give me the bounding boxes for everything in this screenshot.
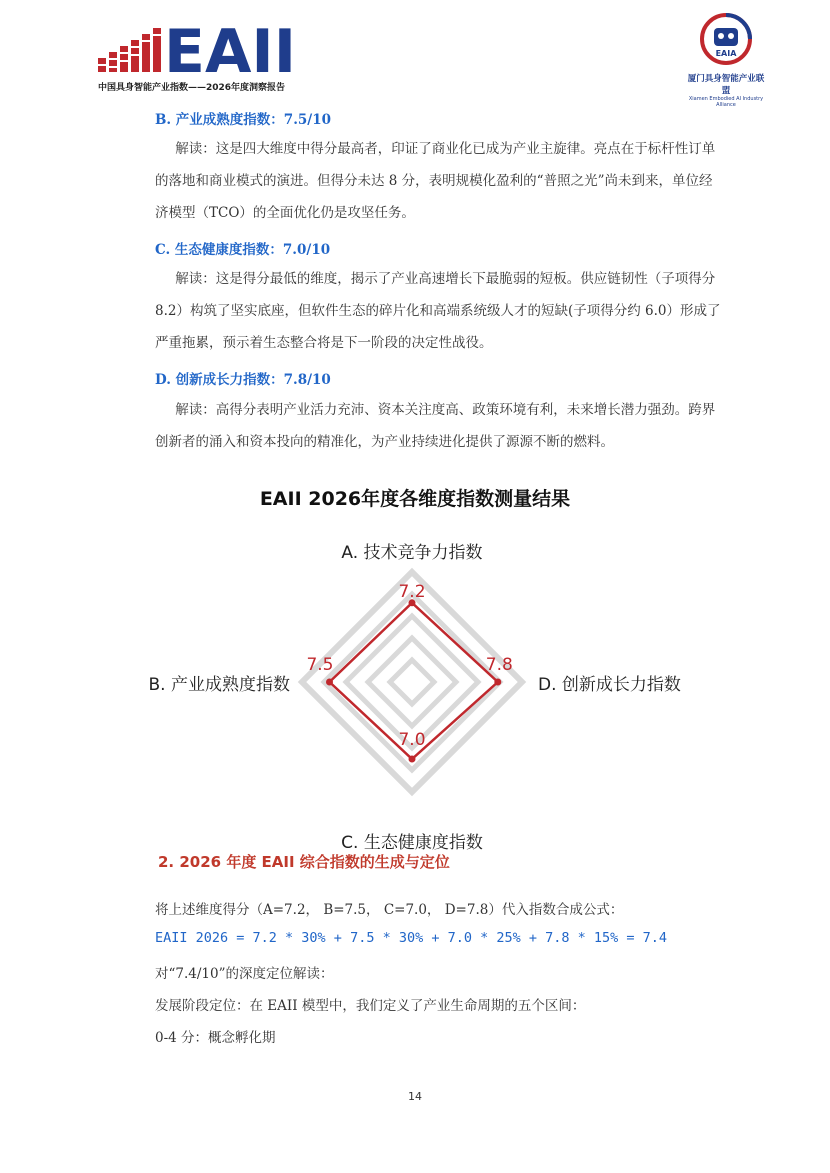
paragraph-d <box>155 394 723 458</box>
paragraph-c <box>155 263 723 359</box>
radar-grid-ring <box>368 638 456 726</box>
radar-grid-ring <box>390 660 434 704</box>
paragraph-d-text: 解读：高得分表明产业活力充沛、资本关注度高、政策环境有利，未来增长潜力强劲。跨界创新者的涌入和资本投向的精准化，为产业持续进化提供了源源不断的燃料。 <box>155 402 716 450</box>
heading-b: B. 产业成熟度指数：7.5/10 <box>155 112 332 128</box>
formula: EAII 2026 = 7.2 * 30% + 7.5 * 30% + 7.0 * 25% + 7.8 * 15% = 7.4 <box>155 930 668 946</box>
paragraph-b-text: 解读：这是四大维度中得分最高者，印证了商业化已成为产业主旋律。亮点在于标杆性订单的落地和商业模式的演进。但得分未达 8 分，表明规模化盈利的“普照之光”尚未到来，单位经济模型（TCO）的全面优化仍是攻坚任务。 <box>155 141 716 221</box>
radar-point <box>409 756 416 763</box>
radar-axis-label: C. 生态健康度指数 <box>341 833 483 853</box>
stage-0-4: 0-4 分：概念孵化期 <box>155 1030 276 1046</box>
radar-axis-label: D. 创新成长力指数 <box>538 675 681 695</box>
stage-definition: 发展阶段定位：在 EAII 模型中，我们定义了产业生命周期的五个区间： <box>155 998 586 1014</box>
header-subtitle: 中国具身智能产业指数——2026年度洞察报告 <box>98 83 286 93</box>
eaii-logo-icon <box>98 14 297 87</box>
section-2-title: 2. 2026 年度 EAII 综合指数的生成与定位 <box>158 853 450 871</box>
heading-d: D. 创新成长力指数：7.8/10 <box>155 372 331 388</box>
radar-value-label: 7.8 <box>485 655 513 675</box>
alliance-logo <box>686 12 766 108</box>
alliance-name: 厦门具身智能产业联盟 <box>687 74 765 96</box>
radar-value-label: 7.2 <box>398 581 426 602</box>
radar-chart <box>140 530 690 853</box>
eaia-robot-icon <box>699 12 753 66</box>
positioning-heading: 对“7.4/10”的深度定位解读： <box>155 966 334 982</box>
section-2-intro: 将上述维度得分（A=7.2， B=7.5， C=7.0， D=7.8）代入指数合成公式： <box>155 902 624 918</box>
radar-value-label: 7.5 <box>306 655 334 675</box>
paragraph-b <box>155 133 723 229</box>
radar-point <box>494 679 501 686</box>
radar-axis-label: A. 技术竞争力指数 <box>341 543 483 563</box>
heading-c: C. 生态健康度指数：7.0/10 <box>155 242 331 258</box>
chart-title: EAII 2026年度各维度指数测量结果 <box>259 488 571 510</box>
paragraph-c-text: 解读：这是得分最低的维度，揭示了产业高速增长下最脆弱的短板。供应链韧性（子项得分 8.2）构筑了坚实底座，但软件生态的碎片化和高端系统级人才的短缺(子项得分约 6.0）形成了严重拖累，预示着生态整合将是下一阶段的决定性战役。 <box>155 271 721 351</box>
alliance-name-en: Xiamen Embodied AI Industry Alliance <box>688 96 764 108</box>
svg-text:EAII: EAII <box>164 17 297 87</box>
page-number: 14 <box>408 1090 422 1103</box>
svg-text:EAIA: EAIA <box>715 49 737 58</box>
radar-axis-label: B. 产业成熟度指数 <box>148 675 290 695</box>
radar-point <box>326 679 333 686</box>
page-header <box>0 0 830 108</box>
radar-value-label: 7.0 <box>398 730 426 750</box>
